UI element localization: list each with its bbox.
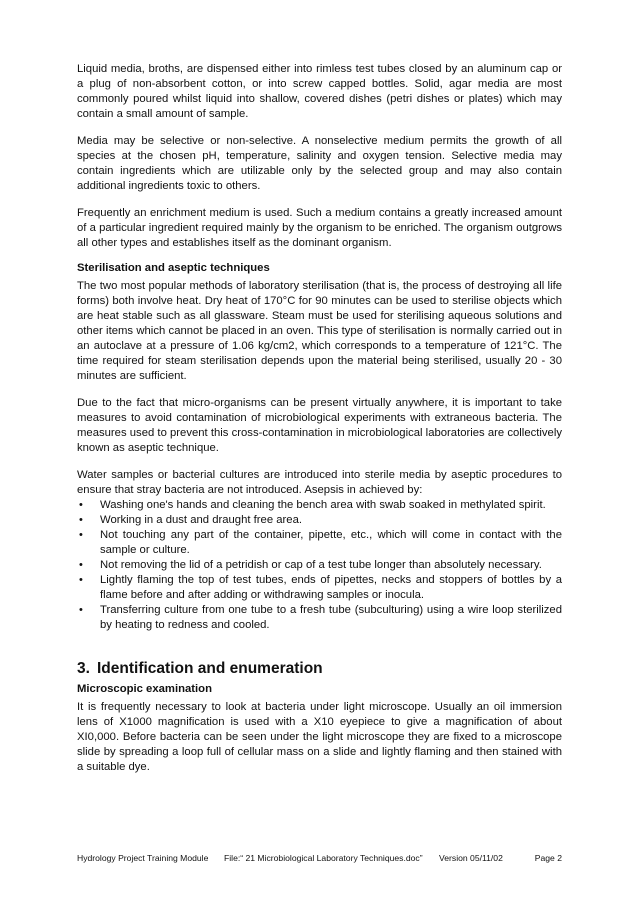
footer-version: Version 05/11/02 xyxy=(439,853,503,863)
footer-file: File:“ 21 Microbiological Laboratory Techniques.doc” xyxy=(224,853,423,863)
section-title: Identification and enumeration xyxy=(97,660,323,677)
paragraph-sterilisation-methods: The two most popular methods of laboratory sterilisation (that is, the process of destroying all life forms) both involve heat. Dry heat of 170°C for 90 minutes can be used to sterilise objects which are heat stable such as all glassware. Steam must be used for sterilising aqueous solutions and other items which cannot be placed in an oven. This type of sterilisation is normally carried out in an autoclave at a pressure of 1.06 kg/cm2, which corresponds to a temperature of 121°C. The time required for steam sterilisation depends upon the material being sterilised, usually 20 - 30 minutes are sufficient. xyxy=(77,280,562,382)
list-item: • Not touching any part of the container, pipette, etc., which will come in contact with the sample or culture. xyxy=(79,529,562,556)
paragraph-aseptic-procedures: Water samples or bacterial cultures are introduced into sterile media by aseptic procedures to ensure that stray bacteria are not introduced. Asepsis in achieved by: xyxy=(77,469,562,496)
footer-module: Hydrology Project Training Module xyxy=(77,853,209,863)
bullet-icon: • xyxy=(79,529,83,541)
paragraph-microscopic-examination: It is frequently necessary to look at bacteria under light microscope. Usually an oil immersion lens of X1000 magnification is used with a X10 eyepiece to give a magnification of about XI0,000. Before bacteria can be seen under the light microscope they are fixed to a microscope slide by spreading a loop full of cellular mass on a slide and lightly flaming and then stained with a suitable dye. xyxy=(77,701,562,773)
sterilisation-heading: Sterilisation and aseptic techniques xyxy=(77,262,270,274)
document-page xyxy=(77,62,562,775)
bullet-icon: • xyxy=(79,559,83,571)
paragraph-liquid-media: Liquid media, broths, are dispensed either into rimless test tubes closed by an aluminum cap or a plug of non-absorbent cotton, or into screw capped bottles. Solid, agar media are most commonly poured whilst liquid into shallow, covered dishes (petri dishes or plates) which may contain a small amount of sample. xyxy=(77,63,562,120)
bullet-icon: • xyxy=(79,514,83,526)
microscopic-heading: Microscopic examination xyxy=(77,683,212,695)
section-number: 3. xyxy=(77,660,90,677)
paragraph-selective-media: Media may be selective or non-selective. A nonselective medium permits the growth of all species at the chosen pH, temperature, salinity and oxygen tension. Selective media may contain ingredients which are utilizable only by the selected group and may also contain additional ingredients toxic to others. xyxy=(77,135,562,192)
list-item: • Lightly flaming the top of test tubes, ends of pipettes, necks and stoppers of bottles by a flame before and after adding or withdrawing samples or inocula. xyxy=(79,574,562,601)
asepsis-bullet-list xyxy=(77,498,562,633)
list-item: • Working in a dust and draught free area. xyxy=(79,514,303,526)
bullet-icon: • xyxy=(79,574,83,586)
paragraph-contamination: Due to the fact that micro-organisms can be present virtually anywhere, it is important to take measures to avoid contamination of microbiological experiments with extraneous bacteria. The measures used to prevent this cross-contamination in microbiological laboratories are collectively known as aseptic technique. xyxy=(77,397,562,454)
list-item: • Transferring culture from one tube to a fresh tube (subculturing) using a wire loop sterilized by heating to redness and cooled. xyxy=(79,604,562,631)
bullet-icon: • xyxy=(79,604,83,616)
paragraph-enrichment-medium: Frequently an enrichment medium is used. Such a medium contains a greatly increased amount of a particular ingredient required mainly by the organism to be enriched. The organism outgrows all other types and establishes itself as the dominant organism. xyxy=(77,207,562,249)
footer-page-number: Page 2 xyxy=(534,853,562,863)
section-heading xyxy=(77,659,562,679)
list-item: • Washing one's hands and cleaning the bench area with swab soaked in methylated spirit. xyxy=(79,499,546,511)
list-item: • Not removing the lid of a petridish or cap of a test tube longer than absolutely necessary. xyxy=(79,559,542,571)
bullet-icon: • xyxy=(79,499,83,511)
